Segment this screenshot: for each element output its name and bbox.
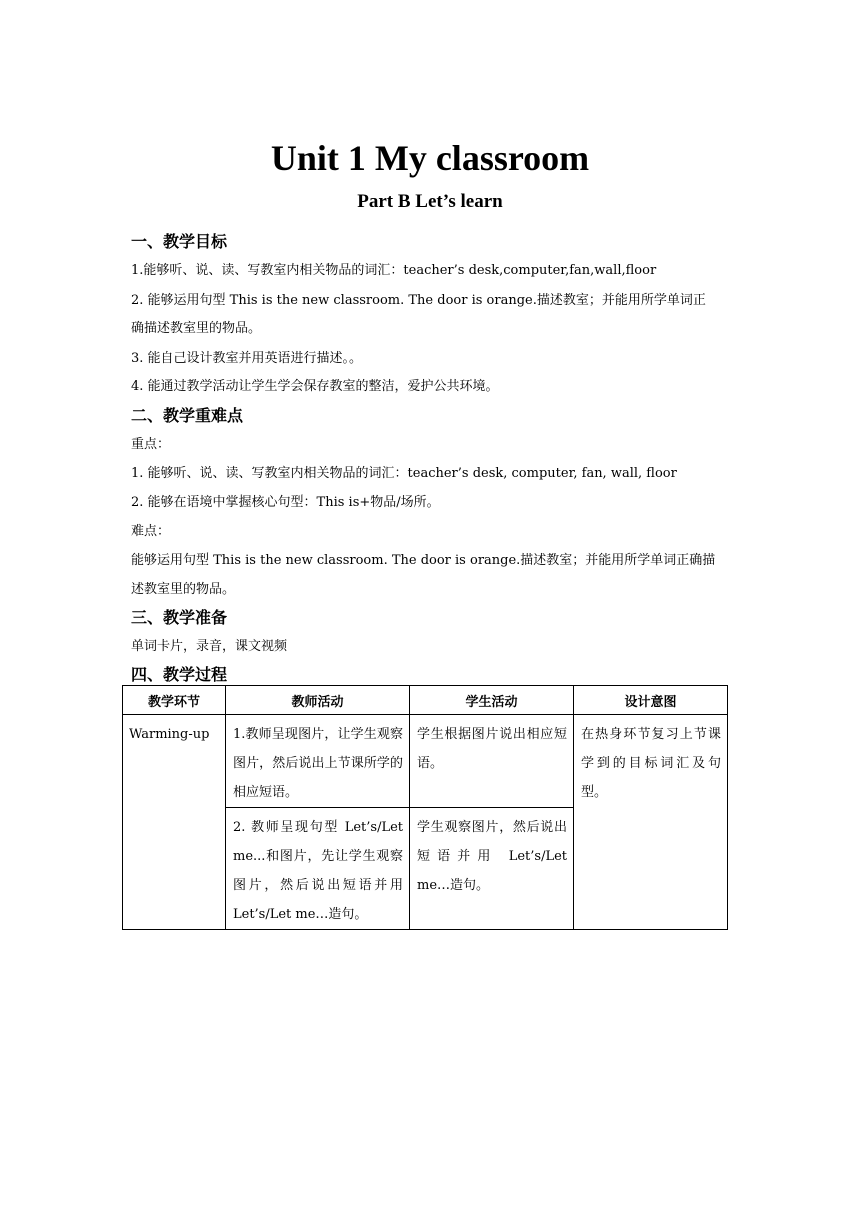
objective-line: 确描述教室里的物品。 — [131, 321, 262, 336]
key-point-line: 重点： — [131, 437, 171, 452]
section-heading-preparation: 三、教学准备 — [131, 608, 228, 627]
section-heading-objectives: 一、教学目标 — [131, 232, 228, 251]
key-point-line: 能够运用句型 This is the new classroom. The door is orange.描述教室；并能用所学单词正确描 — [131, 553, 716, 568]
section-heading-process: 四、教学过程 — [131, 665, 228, 684]
preparation-line: 单词卡片，录音，课文视频 — [131, 639, 288, 654]
student-activity-cell — [410, 808, 574, 930]
teacher-activity-text: 1.教师呈现图片，让学生观察图片，然后说出上节课所学的相应短语。 — [233, 727, 403, 800]
student-activity-text: 学生根据图片说出相应短语。 — [417, 727, 567, 771]
document-subtitle: Part B Let’s learn — [357, 191, 503, 212]
teaching-process-table — [122, 685, 728, 930]
key-point-line: 述教室里的物品。 — [131, 582, 236, 597]
header-teacher-activity: 教师活动 — [226, 686, 410, 715]
key-point-line: 2. 能够在语境中掌握核心句型：This is+物品/场所。 — [131, 495, 440, 510]
objective-line: 3. 能自己设计教室并用英语进行描述。。 — [131, 351, 363, 366]
document-title: Unit 1 My classroom — [270, 138, 590, 178]
objective-line: 2. 能够运用句型 This is the new classroom. The door is orange.描述教室；并能用所学单词正 — [131, 293, 706, 308]
objective-line: 4. 能通过教学活动让学生学会保存教室的整洁，爱护公共环境。 — [131, 379, 499, 394]
key-point-line: 难点： — [131, 524, 171, 539]
design-intent-cell — [574, 715, 728, 930]
key-point-line: 1. 能够听、说、读、写教室内相关物品的词汇：teacher’s desk, computer, fan, wall, floor — [131, 466, 677, 481]
student-activity-text: 学生观察图片，然后说出短语并用 Let’s/Let me…造句。 — [417, 820, 567, 893]
design-intent-text: 在热身环节复习上节课学到的目标词汇及句型。 — [581, 727, 721, 800]
header-student-activity: 学生活动 — [410, 686, 574, 715]
stage-name: Warming-up — [129, 727, 210, 742]
section-heading-key-points: 二、教学重难点 — [131, 406, 244, 425]
teacher-activity-cell — [226, 808, 410, 930]
header-stage: 教学环节 — [123, 686, 226, 715]
student-activity-cell — [410, 715, 574, 808]
table-header-row — [123, 686, 728, 715]
teacher-activity-cell — [226, 715, 410, 808]
objective-line: 1.能够听、说、读、写教室内相关物品的词汇：teacher’s desk,computer,fan,wall,floor — [131, 263, 657, 278]
stage-cell — [123, 715, 226, 930]
table-row — [123, 715, 728, 808]
header-design-intent: 设计意图 — [574, 686, 728, 715]
teacher-activity-text: 2. 教师呈现句型 Let’s/Let me...和图片，先让学生观察图片，然后说出短语并用 Let’s/Let me…造句。 — [233, 820, 403, 922]
